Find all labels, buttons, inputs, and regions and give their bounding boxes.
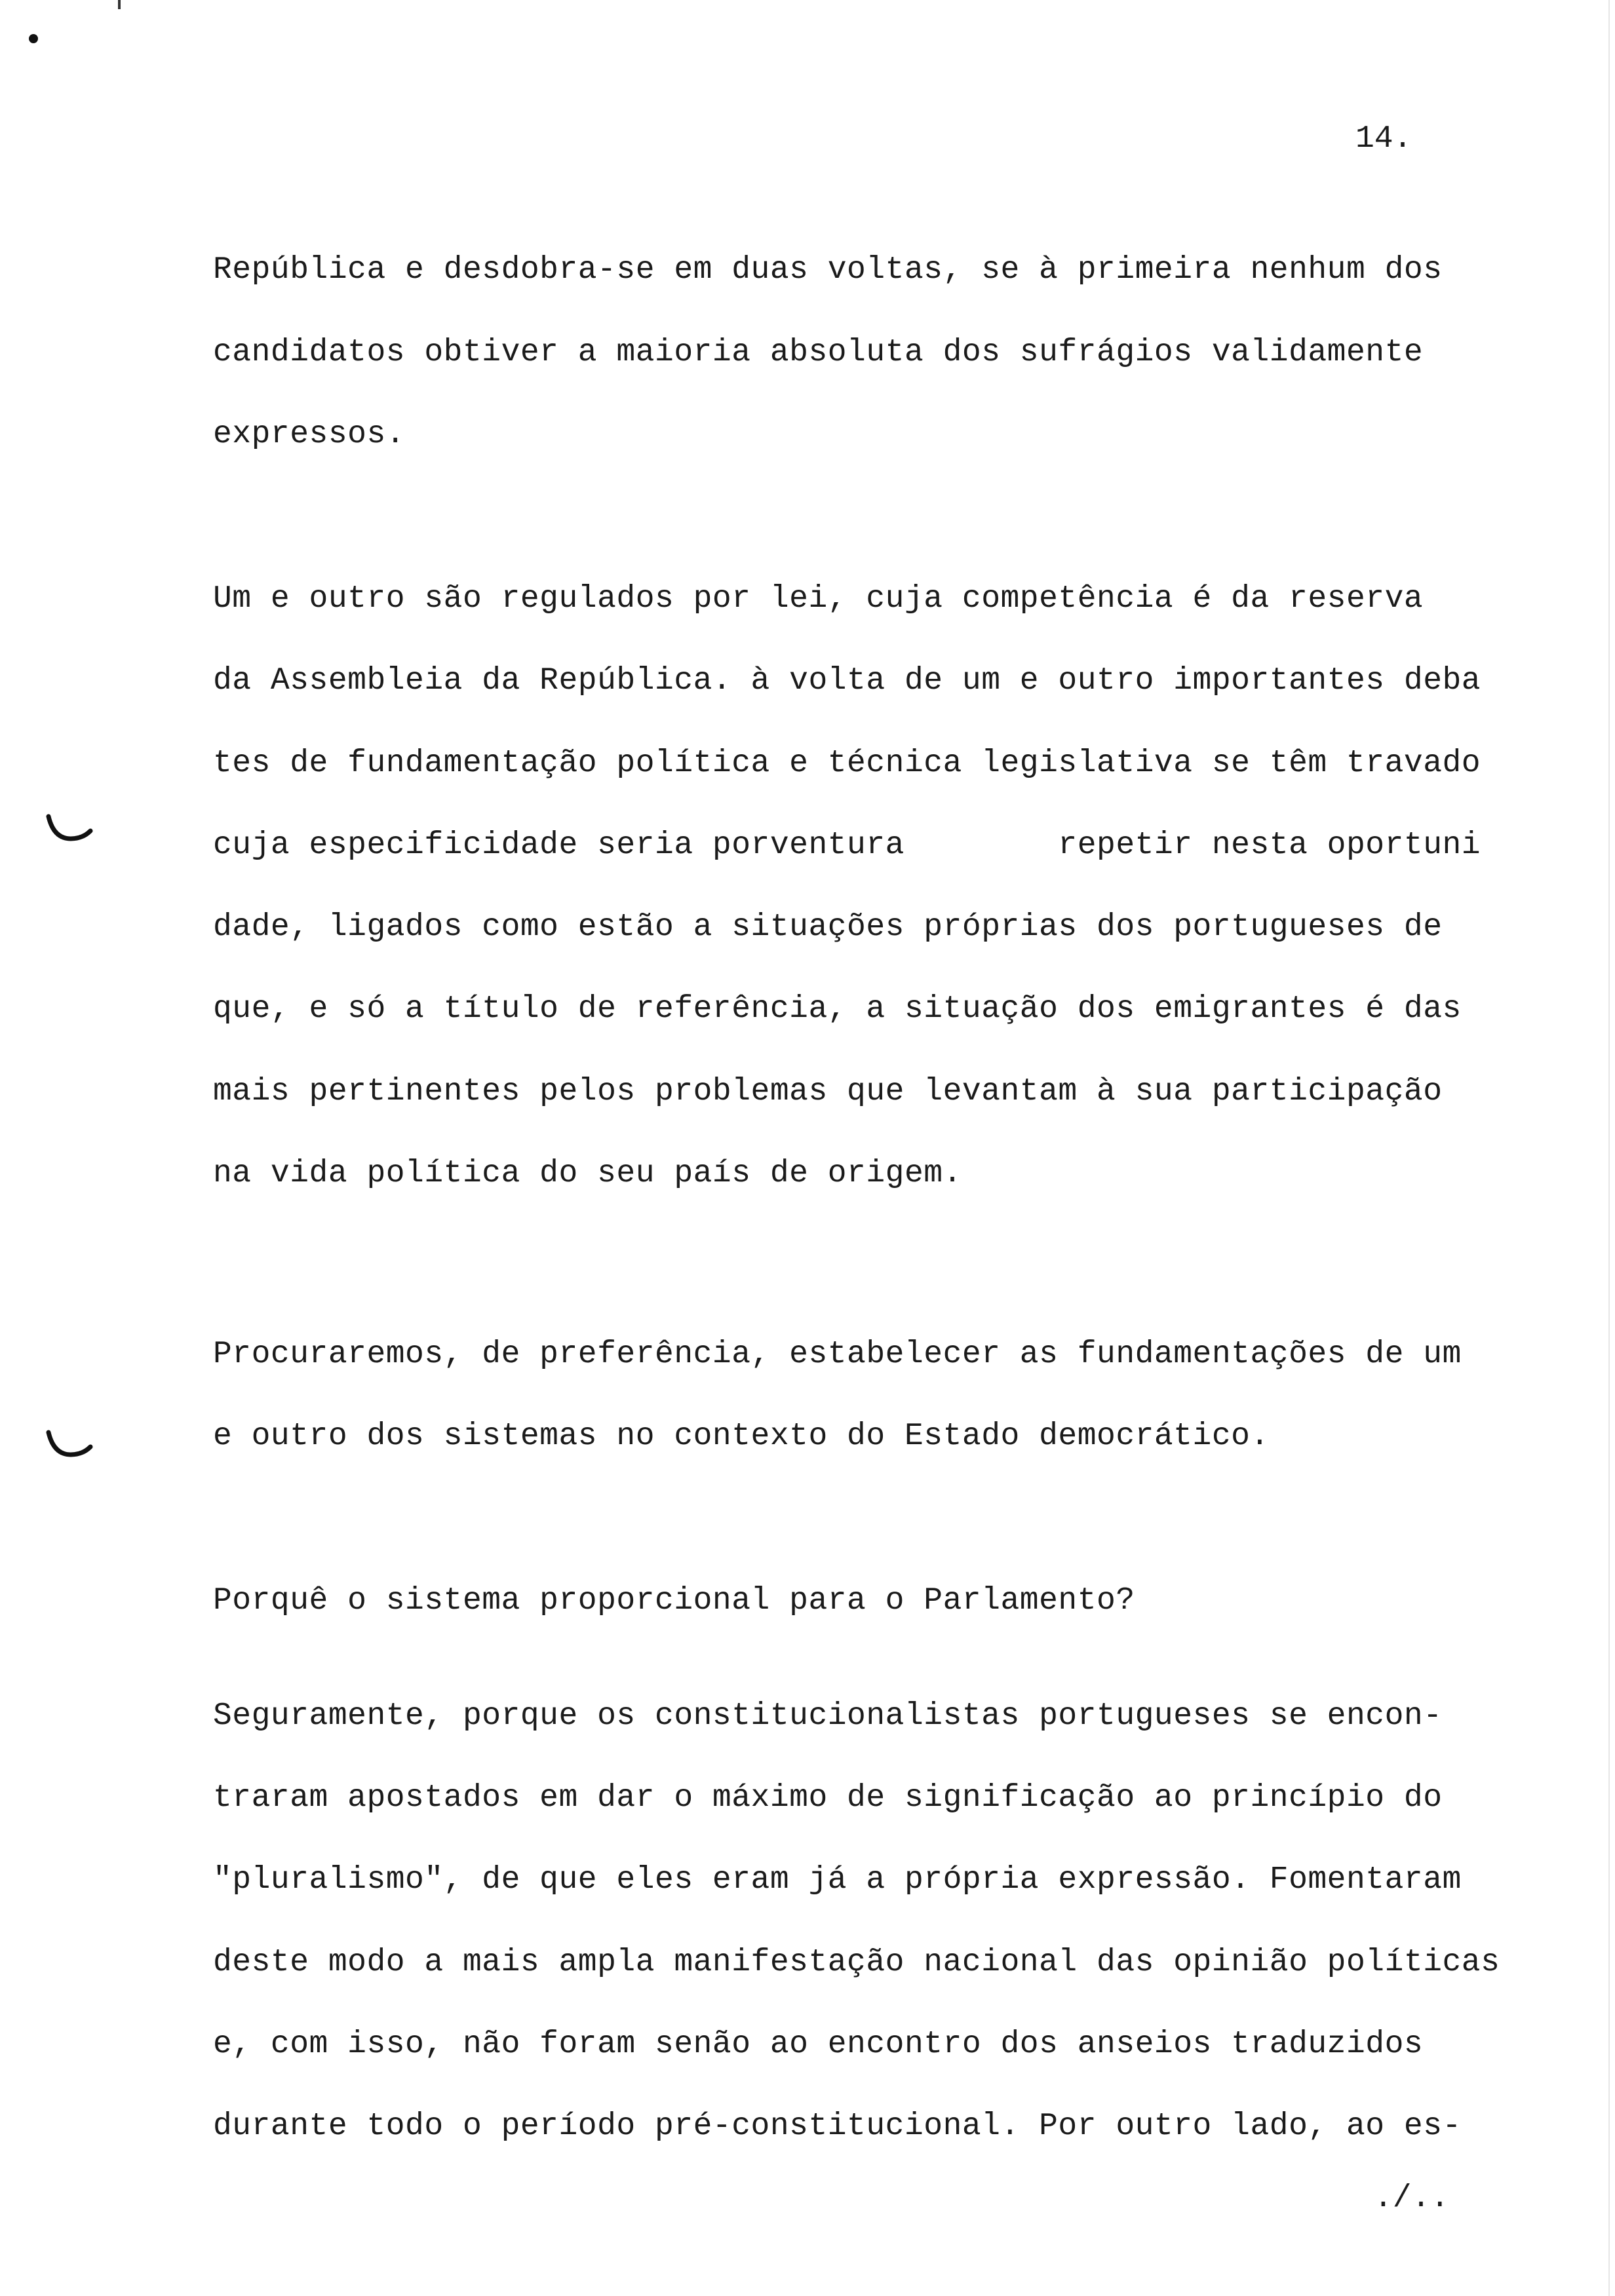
text-line: deste modo a mais ampla manifestação nacional das opinião políticas (213, 1945, 1500, 1980)
ink-dot-mark (29, 34, 38, 43)
continuation-mark: ./.. (1374, 2181, 1450, 2216)
text-line: tes de fundamentação política e técnica legislativa se têm travado (213, 746, 1481, 781)
text-line: cuja especificidade seria porventura repetir nesta oportuni (213, 828, 1481, 863)
text-line: Procuraremos, de preferência, estabelecer as fundamentações de um (213, 1337, 1462, 1372)
text-line: Um e outro são regulados por lei, cuja competência é da reserva (213, 581, 1424, 617)
text-line: e outro dos sistemas no contexto do Estado democrático. (213, 1419, 1270, 1454)
text-line: e, com isso, não foram senão ao encontro dos anseios traduzidos (213, 2027, 1424, 2062)
punch-hole-mark-lower (45, 1428, 97, 1468)
question-line: Porquê o sistema proporcional para o Parlamento? (213, 1583, 1135, 1618)
text-line: "pluralismo", de que eles eram já a própria expressão. Fomentaram (213, 1862, 1462, 1898)
text-line: candidatos obtiver a maioria absoluta dos sufrágios validamente (213, 335, 1424, 370)
page-edge-shadow (1608, 0, 1610, 2296)
text-line: Seguramente, porque os constitucionalistas portugueses se encon- (213, 1698, 1443, 1734)
page-number: 14. (1355, 121, 1412, 157)
text-line: da Assembleia da República. à volta de um e outro importantes deba (213, 663, 1481, 698)
ink-tick-mark (118, 0, 121, 9)
text-line: mais pertinentes pelos problemas que levantam à sua participação (213, 1074, 1443, 1109)
text-line: expressos. (213, 417, 406, 452)
text-line: durante todo o período pré-constitucional. Por outro lado, ao es- (213, 2109, 1462, 2144)
text-line: na vida política do seu país de origem. (213, 1156, 962, 1191)
punch-hole-mark-upper (45, 813, 97, 852)
text-line: que, e só a título de referência, a situação dos emigrantes é das (213, 991, 1462, 1027)
text-line: traram apostados em dar o máximo de significação ao princípio do (213, 1780, 1443, 1816)
text-line: dade, ligados como estão a situações próprias dos portugueses de (213, 909, 1443, 945)
text-line: República e desdobra-se em duas voltas, se à primeira nenhum dos (213, 252, 1443, 288)
